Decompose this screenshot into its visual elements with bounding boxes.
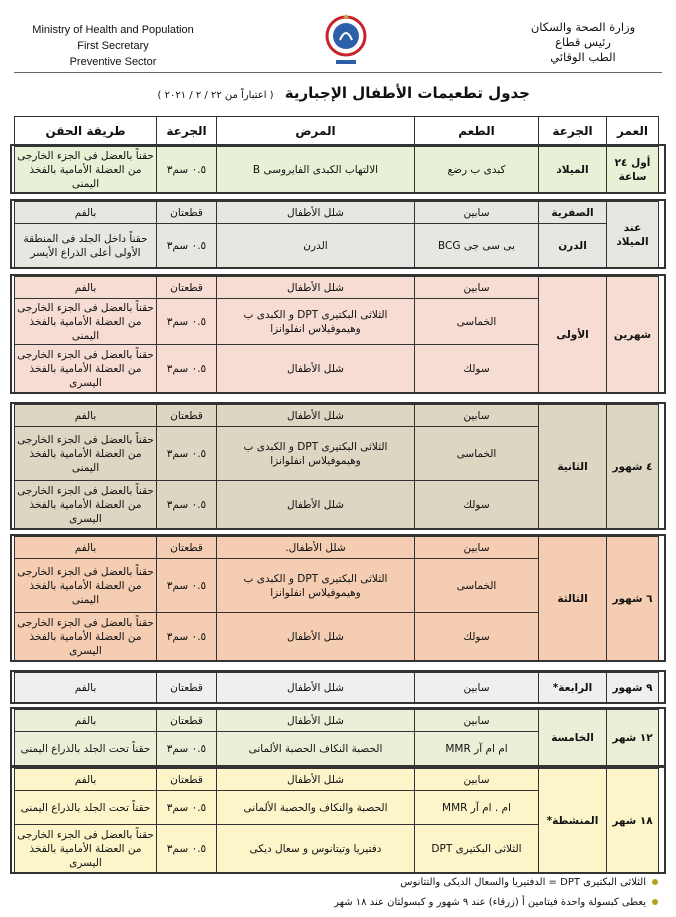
vaccine-cell: سابين (415, 277, 539, 299)
age-cell: ١٢ شهر (607, 710, 659, 766)
amount-cell: ٠.٥ سم٣ (157, 732, 217, 766)
dose-cell: الدرن (539, 224, 607, 268)
route-cell: بالفم (15, 537, 157, 559)
dose-cell: المنشطة* (539, 769, 607, 873)
column-header-route: طريقة الحقن (15, 117, 157, 145)
disease-cell: الالتهاب الكبدى الفايروسى B (217, 147, 415, 193)
amount-cell: ٠.٥ سم٣ (157, 825, 217, 873)
title-date: ( اعتباراً من ٢٢ / ٢ / ٢٠٢١ ) (157, 90, 274, 101)
route-cell: حقناً بالعضل فى الجزء الخارجى من العضلة الأمامية بالفخذ اليسرى (15, 825, 157, 873)
footnote-2: يعطى كبسولة واحدة فيتامين أ (زرقاء) عند ٩ شهور و كبسولتان عند ١٨ شهر (334, 897, 658, 908)
table-row (15, 673, 659, 703)
column-header-dose: الجرعة (539, 117, 607, 145)
table-row (15, 224, 659, 268)
schedule-group (14, 146, 659, 193)
amount-cell: ٠.٥ سم٣ (157, 299, 217, 345)
vaccine-cell: ام . ام آر MMR (415, 791, 539, 825)
route-cell: بالفم (15, 405, 157, 427)
table-row (15, 405, 659, 427)
amount-cell: ٠.٥ سم٣ (157, 559, 217, 613)
table-row (15, 277, 659, 299)
route-cell: بالفم (15, 769, 157, 791)
header-en-line-1: Ministry of Health and Population (32, 24, 194, 36)
vaccine-cell: الخماسى (415, 427, 539, 481)
header-divider (14, 72, 662, 73)
vaccine-cell: سابين (415, 405, 539, 427)
table-row (15, 147, 659, 193)
amount-cell: قطعتان (157, 769, 217, 791)
dose-cell: الخامسة (539, 710, 607, 766)
vaccine-cell: سابين (415, 769, 539, 791)
route-cell: حقناً بالعضل فى الجزء الخارجى من العضلة الأمامية بالفخذ اليمنى (15, 147, 157, 193)
vaccine-cell: الثلاثى البكتيرى DPT (415, 825, 539, 873)
disease-cell: شلل الأطفال (217, 277, 415, 299)
age-cell: ٤ شهور (607, 405, 659, 529)
title-text: جدول تطعيمات الأطفال الإجبارية (284, 84, 530, 102)
table-row (15, 202, 659, 224)
header-ar-line-1: وزارة الصحة والسكان (530, 20, 636, 34)
amount-cell: ٠.٥ سم٣ (157, 147, 217, 193)
vaccine-cell: ام ام آر MMR (415, 732, 539, 766)
schedule-group (14, 768, 659, 873)
schedule-header (14, 116, 659, 145)
schedule-group (14, 672, 659, 703)
vaccine-cell: سولك (415, 345, 539, 393)
table-row (15, 537, 659, 559)
disease-cell: شلل الأطفال (217, 481, 415, 529)
vaccine-cell: سابين (415, 710, 539, 732)
disease-cell: الدرن (217, 224, 415, 268)
ministry-header-ar (508, 20, 658, 65)
footnote-1: الثلاثى البكتيرى DPT = الدفتيريا والسعال الديكى والتتانوس (400, 877, 658, 888)
age-cell: أول ٢٤ ساعة (607, 147, 659, 193)
route-cell: بالفم (15, 277, 157, 299)
document-title (150, 84, 530, 102)
route-cell: حقناً بالعضل فى الجزء الخارجى من العضلة الأمامية بالفخذ اليسرى (15, 481, 157, 529)
dose-cell: الأولى (539, 277, 607, 393)
route-cell: حقناً بالعضل فى الجزء الخارجى من العضلة الأمامية بالفخذ اليسرى (15, 613, 157, 661)
amount-cell: ٠.٥ سم٣ (157, 345, 217, 393)
dose-cell: الميلاد (539, 147, 607, 193)
schedule-group (14, 276, 659, 393)
dose-cell: الصفرية (539, 202, 607, 224)
schedule-group (14, 709, 659, 766)
disease-cell: الحصبة النكاف الحصبة الألمانى (217, 732, 415, 766)
route-cell: بالفم (15, 202, 157, 224)
route-cell: حقناً تحت الجلد بالذراع اليمنى (15, 791, 157, 825)
vaccine-cell: الخماسى (415, 559, 539, 613)
disease-cell: الثلاثى البكتيرى DPT و الكبدى ب وهيموفيلاس انفلوانزا (217, 427, 415, 481)
route-cell: بالفم (15, 710, 157, 732)
schedule-group (14, 536, 659, 661)
age-cell: عند الميلاد (607, 202, 659, 268)
table-row (15, 769, 659, 791)
header-ar-line-3: الطب الوقائي (550, 50, 616, 64)
amount-cell: ٠.٥ سم٣ (157, 427, 217, 481)
route-cell: حقناً بالعضل فى الجزء الخارجى من العضلة الأمامية بالفخذ اليسرى (15, 345, 157, 393)
disease-cell: شلل الأطفال (217, 710, 415, 732)
column-header-disease: المرض (217, 117, 415, 145)
column-header-amount: الجرعة (157, 117, 217, 145)
disease-cell: شلل الأطفال (217, 613, 415, 661)
dose-cell: الرابعة* (539, 673, 607, 703)
dose-cell: الثانية (539, 405, 607, 529)
amount-cell: ٠.٥ سم٣ (157, 613, 217, 661)
disease-cell: شلل الأطفال. (217, 537, 415, 559)
disease-cell: شلل الأطفال (217, 769, 415, 791)
age-cell: ١٨ شهر (607, 769, 659, 873)
header-en-line-2: First Secretary (77, 40, 149, 52)
disease-cell: شلل الأطفال (217, 405, 415, 427)
age-cell: ٩ شهور (607, 673, 659, 703)
dose-cell: الثالثة (539, 537, 607, 661)
amount-cell: ٠.٥ سم٣ (157, 791, 217, 825)
header-en-line-3: Preventive Sector (69, 56, 157, 68)
disease-cell: شلل الأطفال (217, 673, 415, 703)
column-header-vaccine: الطعم (415, 117, 539, 145)
route-cell: حقناً بالعضل فى الجزء الخارجى من العضلة الأمامية بالفخذ اليمنى (15, 299, 157, 345)
route-cell: حقناً بالعضل فى الجزء الخارجى من العضلة الأمامية بالفخذ اليمنى (15, 559, 157, 613)
route-cell: بالفم (15, 673, 157, 703)
disease-cell: الثلاثى البكتيرى DPT و الكبدى ب وهيموفيلاس انفلوانزا (217, 299, 415, 345)
header-ar-line-2: رئيس قطاع (555, 35, 611, 49)
vaccine-cell: كبدى ب رضع (415, 147, 539, 193)
amount-cell: قطعتان (157, 673, 217, 703)
vaccine-cell: سولك (415, 481, 539, 529)
disease-cell: شلل الأطفال (217, 345, 415, 393)
table-row (15, 710, 659, 732)
amount-cell: ٠.٥ سم٣ (157, 224, 217, 268)
amount-cell: قطعتان (157, 710, 217, 732)
amount-cell: قطعتان (157, 202, 217, 224)
disease-cell: دفتيريا وتيتانوس و سعال ديكى (217, 825, 415, 873)
route-cell: حقناً داخل الجلد فى المنطقة الأولى أعلى الذراع الأيسر (15, 224, 157, 268)
vaccine-cell: بى سى جى BCG (415, 224, 539, 268)
vaccine-cell: سابين (415, 537, 539, 559)
route-cell: حقناً بالعضل فى الجزء الخارجى من العضلة الأمامية بالفخذ اليمنى (15, 427, 157, 481)
age-cell: شهرين (607, 277, 659, 393)
amount-cell: ٠.٥ سم٣ (157, 481, 217, 529)
amount-cell: قطعتان (157, 277, 217, 299)
disease-cell: الحصبة والنكاف والحصبة الألمانى (217, 791, 415, 825)
ministry-header-en (18, 22, 208, 70)
ministry-logo-icon (322, 10, 370, 70)
schedule-group (14, 404, 659, 529)
age-cell: ٦ شهور (607, 537, 659, 661)
schedule-group (14, 201, 659, 268)
amount-cell: قطعتان (157, 537, 217, 559)
disease-cell: شلل الأطفال (217, 202, 415, 224)
vaccine-cell: سابين (415, 673, 539, 703)
column-header-age: العمر (607, 117, 659, 145)
disease-cell: الثلاثى البكتيرى DPT و الكبدى ب وهيموفيلاس انفلوانزا (217, 559, 415, 613)
amount-cell: قطعتان (157, 405, 217, 427)
vaccine-cell: الخماسى (415, 299, 539, 345)
route-cell: حقناً تحت الجلد بالذراع اليمنى (15, 732, 157, 766)
vaccine-cell: سابين (415, 202, 539, 224)
vaccine-cell: سولك (415, 613, 539, 661)
